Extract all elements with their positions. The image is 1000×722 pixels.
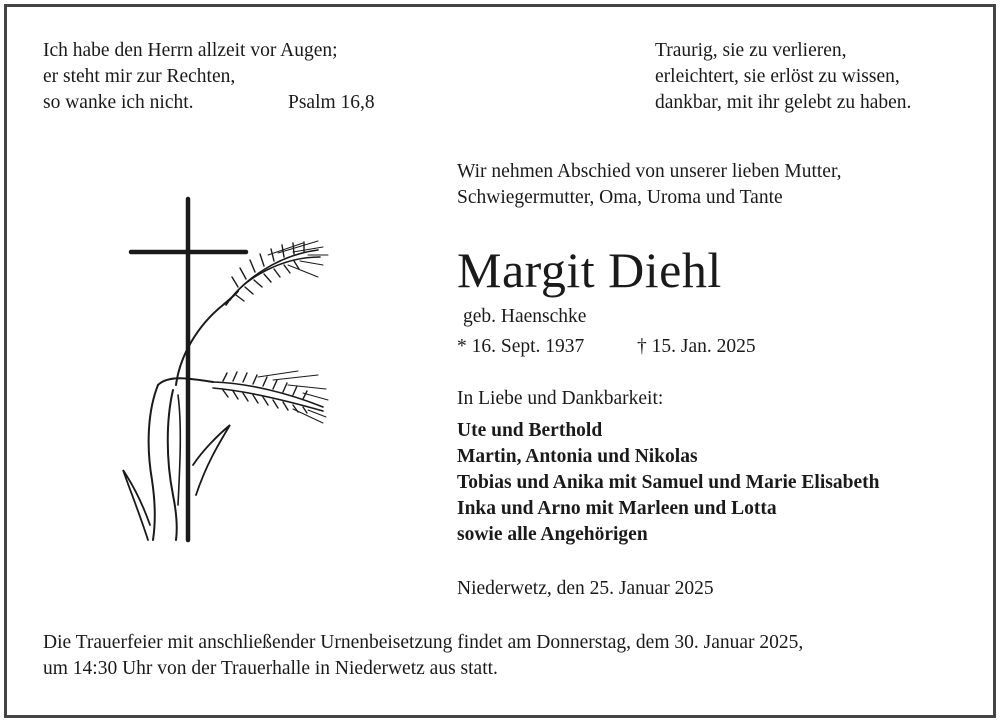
funeral-line-2: um 14:30 Uhr von der Trauerhalle in Niederwetz aus statt. (43, 658, 498, 679)
poem-line-1: Traurig, sie zu verlieren, (655, 40, 847, 61)
mourner-line: Tobias und Anika mit Samuel und Marie Elisabeth (457, 472, 880, 493)
birth-date: * 16. Sept. 1937 (457, 336, 585, 357)
mourner-line: Martin, Antonia und Nikolas (457, 446, 698, 467)
intro-line-2: Schwiegermutter, Oma, Uroma und Tante (457, 187, 783, 208)
death-date: † 15. Jan. 2025 (637, 336, 756, 357)
deceased-name: Margit Diehl (457, 242, 722, 298)
funeral-line-1: Die Trauerfeier mit anschließender Urnenbeisetzung findet am Donnerstag, dem 30. Januar 2025, (43, 632, 804, 653)
poem-line-3: dankbar, mit ihr gelebt zu haben. (655, 92, 912, 113)
cross-with-wheat-icon (118, 195, 333, 545)
psalm-line-2: er steht mir zur Rechten, (43, 66, 236, 87)
psalm-line-3: so wanke ich nicht. (43, 92, 194, 113)
mourner-line: Inka und Arno mit Marleen und Lotta (457, 498, 777, 519)
psalm-reference: Psalm 16,8 (288, 92, 375, 113)
mourner-line: Ute und Berthold (457, 420, 603, 441)
psalm-line-1: Ich habe den Herrn allzeit vor Augen; (43, 40, 338, 61)
poem-line-2: erleichtert, sie erlöst zu wissen, (655, 66, 900, 87)
maiden-name: geb. Haenschke (463, 306, 587, 327)
intro-line-1: Wir nehmen Abschied von unserer lieben Mutter, (457, 161, 842, 182)
mourners-heading: In Liebe und Dankbarkeit: (457, 388, 664, 409)
place-date: Niederwetz, den 25. Januar 2025 (457, 578, 714, 599)
mourner-line: sowie alle Angehörigen (457, 524, 648, 545)
